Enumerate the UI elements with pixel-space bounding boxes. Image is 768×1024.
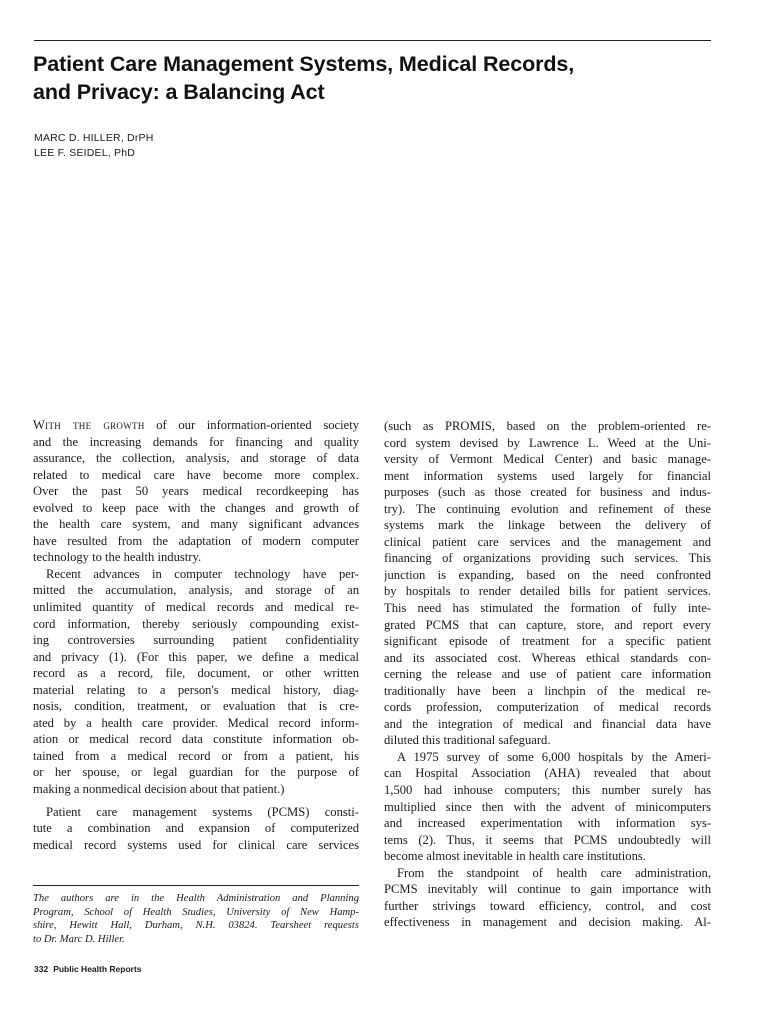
- body-line: cord system devised by Lawrence L. Weed at the Uni-: [384, 435, 711, 450]
- body-line: medical record systems used for clinical care services: [33, 837, 359, 852]
- body-line: multiplied since then with the advent of minicomputers: [384, 799, 711, 814]
- body-line: material relating to a person's medical history, diag-: [33, 682, 359, 697]
- article-title-line-2: and Privacy: a Balancing Act: [33, 80, 325, 104]
- body-line: [33, 417, 359, 434]
- body-line: evolved to keep pace with the changes and growth of: [33, 500, 359, 515]
- footnote-line: shire, Hewitt Hall, Durham, N.H. 03824. Tearsheet requests: [33, 920, 359, 932]
- footnote-rule: [33, 885, 359, 886]
- footnote-line: to Dr. Marc D. Hiller.: [33, 933, 125, 945]
- body-line: tems (2). Thus, it seems that PCMS undoubtedly will: [384, 832, 711, 847]
- body-line: related to medical care have become more complex.: [33, 467, 359, 482]
- body-line: ing controversies surrounding patient confidentiality: [33, 633, 359, 648]
- body-line: significant episode of treatment for a specific patient: [384, 634, 711, 649]
- body-line: or her spouse, or legal guardian for the purpose of: [33, 765, 359, 780]
- article-title-line-1: Patient Care Management Systems, Medical Records,: [33, 52, 575, 76]
- page-number: 332: [34, 964, 49, 974]
- body-line: ment information systems used largely for financial: [384, 468, 711, 483]
- body-line: and the increasing demands for financing and quality: [33, 434, 359, 449]
- body-line: Recent advances in computer technology have per-: [46, 566, 359, 581]
- lead-in-caps: With the growth: [33, 418, 145, 432]
- top-rule: [34, 40, 711, 41]
- body-line: and increased experimentation with information sys-: [384, 816, 711, 831]
- body-line: the health care system, and many significant advances: [33, 517, 359, 532]
- body-line: financing of organizations providing such services. This: [384, 551, 711, 566]
- body-line: can Hospital Association (AHA) revealed that about: [384, 766, 711, 781]
- body-line: assurance, the collection, analysis, and storage of data: [33, 451, 359, 466]
- body-line: and the integration of medical and financial data have: [384, 716, 711, 731]
- body-line: making a nonmedical decision about that patient.): [33, 782, 285, 797]
- body-line: tained from a medical record or from a patient, his: [33, 748, 359, 763]
- body-line: From the standpoint of health care administration,: [397, 865, 711, 880]
- footnote-line: Program, School of Health Studies, University of New Hamp-: [33, 906, 359, 918]
- body-line-text: of our information-oriented society: [144, 418, 359, 432]
- body-line: by hospitals to render detailed bills for patient services.: [384, 584, 711, 599]
- body-line: technology to the health industry.: [33, 550, 202, 565]
- body-line: grated PCMS that can capture, store, and report every: [384, 617, 711, 632]
- body-line: cord information, thereby seriously compounding exist-: [33, 616, 359, 631]
- author-affiliation-footnote: [33, 892, 359, 946]
- body-line: and its associated cost. Whereas ethical standards con-: [384, 650, 711, 665]
- author-list: [34, 131, 154, 161]
- body-line: tute a combination and expansion of computerized: [33, 821, 359, 836]
- body-line: cords profession, computerization of medical records: [384, 700, 711, 715]
- body-line: cerning the release and use of patient care information: [384, 667, 711, 682]
- footnote-line: The authors are in the Health Administration and Planning: [33, 893, 359, 904]
- body-line: Over the past 50 years medical recordkeeping has: [33, 484, 359, 499]
- body-line: clinical patient care services and the management and: [384, 534, 711, 549]
- journal-name: Public Health Reports: [53, 964, 142, 974]
- body-line: further strivings toward efficiency, control, and cost: [384, 898, 711, 913]
- body-line: become almost inevitable in health care institutions.: [384, 849, 646, 864]
- body-line: ation or medical record data constitute information ob-: [33, 732, 359, 747]
- author-name: MARC D. HILLER, DrPH: [34, 132, 154, 144]
- body-line: PCMS inevitably will continue to gain importance with: [384, 882, 711, 897]
- left-column: [33, 417, 359, 853]
- body-line: systems mark the linkage between the delivery of: [384, 518, 711, 533]
- body-line: mitted the accumulation, analysis, and storage of an: [33, 583, 359, 598]
- body-line: This need has stimulated the formation of fully inte-: [384, 601, 711, 616]
- body-line: record as a record, file, document, or other written: [33, 666, 359, 681]
- author-name: LEE F. SEIDEL, PhD: [34, 147, 136, 159]
- body-line: and privacy (1). (For this paper, we define a medical: [33, 649, 359, 664]
- body-line: (such as PROMIS, based on the problem-oriented re-: [384, 419, 711, 433]
- body-line: A 1975 survey of some 6,000 hospitals by the Ameri-: [397, 749, 711, 764]
- body-line: ated by a health care provider. Medical record inform-: [33, 715, 359, 730]
- right-column: [384, 418, 711, 931]
- body-line: unlimited quantity of medical records and medical re-: [33, 600, 359, 615]
- body-line: versity of Vermont Medical Center) and basic manage-: [384, 452, 711, 467]
- body-line: have resulted from the adaptation of modern computer: [33, 533, 359, 548]
- body-line: nosis, condition, treatment, or evaluation that is cre-: [33, 699, 359, 714]
- body-line: traditionally have been a linchpin of the medical re-: [384, 683, 711, 698]
- body-line: Patient care management systems (PCMS) consti-: [46, 804, 359, 819]
- body-line: 1,500 had inhouse computers; this number surely has: [384, 783, 711, 798]
- body-line: try). The continuing evolution and refinement of these: [384, 501, 711, 516]
- article-title: [33, 50, 723, 106]
- body-line: purposes (such as those created for business and indus-: [384, 485, 711, 500]
- body-line: effectiveness in management and decision making. Al-: [384, 915, 711, 930]
- body-line: junction is expanding, based on the need confronted: [384, 567, 711, 582]
- page-footer: [34, 964, 142, 974]
- body-line: diluted this traditional safeguard.: [384, 733, 551, 748]
